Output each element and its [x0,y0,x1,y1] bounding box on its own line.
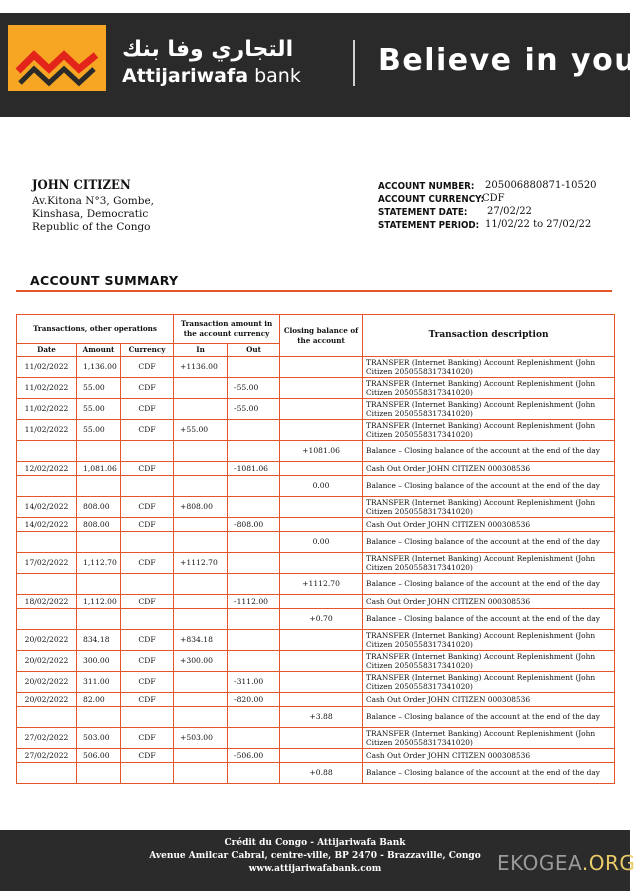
header-out: Out [228,344,280,357]
tx-out: -506.00 [228,749,280,763]
tx-amount: 503.00 [77,728,121,749]
bank-name-rest: bank [248,65,301,87]
table-row [17,420,615,441]
tx-amount [77,707,121,728]
tx-out [228,441,280,462]
table-row [17,357,615,378]
tx-currency: CDF [121,378,174,399]
tx-out: -1112.00 [228,595,280,609]
tx-in: +503.00 [174,728,228,749]
tx-in [174,378,228,399]
account-currency: CDF [482,193,505,204]
bank-name-arabic: التجاري وفا بنك [122,37,294,62]
tx-in [174,595,228,609]
tx-amount: 311.00 [77,672,121,693]
customer-address-line-1: Av.Kitona N°3, Gombe, [32,195,155,207]
tx-amount [77,574,121,595]
tx-date: 12/02/2022 [17,462,77,476]
tx-description: TRANSFER (Internet Banking) Account Replenishment (John Citizen 2050558317341020) [363,672,615,693]
tx-out [228,609,280,630]
account-currency-label: ACCOUNT CURRENCY: [378,194,485,205]
table-row [17,609,615,630]
tx-currency [121,441,174,462]
table-row [17,476,615,497]
tx-date: 14/02/2022 [17,518,77,532]
account-number: 205006880871-10520 [485,180,597,191]
bank-name [122,65,301,87]
tx-amount [77,609,121,630]
tx-currency: CDF [121,693,174,707]
statement-date: 27/02/22 [487,206,532,217]
tx-out: -55.00 [228,399,280,420]
tx-in [174,707,228,728]
tx-closing-balance: +0.70 [280,609,363,630]
table-row [17,595,615,609]
summary-divider [16,290,612,292]
tx-amount [77,441,121,462]
tx-out [228,763,280,784]
table-row [17,399,615,420]
account-number-label: ACCOUNT NUMBER: [378,181,475,192]
tx-currency [121,707,174,728]
table-row [17,763,615,784]
table-row [17,672,615,693]
tx-currency [121,574,174,595]
tx-out [228,574,280,595]
tx-in: +808.00 [174,497,228,518]
tx-date: 27/02/2022 [17,749,77,763]
tx-closing-balance [280,595,363,609]
tx-closing-balance [280,728,363,749]
footer-address: Avenue Amilcar Cabral, centre-ville, BP 2470 - Brazzaville, Congo [149,851,481,861]
table-row [17,378,615,399]
tx-currency [121,609,174,630]
tx-amount: 55.00 [77,420,121,441]
table-row [17,441,615,462]
tx-date: 11/02/2022 [17,378,77,399]
tx-in [174,399,228,420]
tx-currency: CDF [121,595,174,609]
bank-logo-icon [8,25,106,91]
tx-currency: CDF [121,497,174,518]
table-row [17,749,615,763]
tx-currency [121,763,174,784]
tx-closing-balance [280,357,363,378]
header-currency: Currency [121,344,174,357]
tx-closing-balance [280,420,363,441]
tx-closing-balance: +1081.06 [280,441,363,462]
tx-closing-balance: 0.00 [280,476,363,497]
tx-in [174,462,228,476]
tx-date [17,441,77,462]
tx-amount: 82.00 [77,693,121,707]
account-summary-title: ACCOUNT SUMMARY [30,273,179,288]
table-row [17,574,615,595]
tx-date: 20/02/2022 [17,672,77,693]
tx-description: TRANSFER (Internet Banking) Account Replenishment (John Citizen 2050558317341020) [363,728,615,749]
tx-date: 14/02/2022 [17,497,77,518]
tx-out [228,553,280,574]
tx-amount [77,532,121,553]
tx-out [228,420,280,441]
tx-amount [77,476,121,497]
tx-amount: 55.00 [77,399,121,420]
table-row [17,630,615,651]
tx-date [17,763,77,784]
transactions-table [16,314,615,784]
tx-amount: 1,136.00 [77,357,121,378]
tx-currency: CDF [121,749,174,763]
tx-description: Balance – Closing balance of the account at the end of the day [363,532,615,553]
tx-date: 11/02/2022 [17,399,77,420]
header-transactions: Transactions, other operations [17,315,174,344]
tx-in [174,693,228,707]
tx-description: Balance – Closing balance of the account at the end of the day [363,763,615,784]
tx-amount: 808.00 [77,518,121,532]
tx-in [174,532,228,553]
tx-date: 20/02/2022 [17,693,77,707]
tx-out [228,728,280,749]
tx-in [174,609,228,630]
tx-description: TRANSFER (Internet Banking) Account Replenishment (John Citizen 2050558317341020) [363,378,615,399]
table-row [17,651,615,672]
statement-date-label: STATEMENT DATE: [378,207,468,218]
header-transaction-amount: Transaction amount in the account currency [174,315,280,344]
footer-website: www.attijariwafabank.com [248,864,382,874]
tx-date: 11/02/2022 [17,420,77,441]
tx-date [17,609,77,630]
tx-in [174,574,228,595]
tx-description: Cash Out Order JOHN CITIZEN 000308536 [363,693,615,707]
tx-closing-balance [280,672,363,693]
tx-in: +55.00 [174,420,228,441]
tx-in [174,763,228,784]
tx-out: -55.00 [228,378,280,399]
tx-out: -808.00 [228,518,280,532]
tx-description: TRANSFER (Internet Banking) Account Replenishment (John Citizen 2050558317341020) [363,630,615,651]
tx-currency: CDF [121,553,174,574]
tx-closing-balance [280,399,363,420]
tx-currency [121,476,174,497]
tx-currency: CDF [121,630,174,651]
tx-closing-balance [280,693,363,707]
tx-date: 18/02/2022 [17,595,77,609]
header-divider [353,40,355,86]
tx-out: -311.00 [228,672,280,693]
table-row [17,497,615,518]
tx-closing-balance [280,378,363,399]
tx-currency: CDF [121,420,174,441]
tx-out [228,532,280,553]
tx-description: Balance – Closing balance of the account at the end of the day [363,476,615,497]
tx-out: -820.00 [228,693,280,707]
tx-currency [121,532,174,553]
bank-name-bold: Attijariwafa [122,65,249,87]
statement-period: 11/02/22 to 27/02/22 [485,219,592,230]
tx-out [228,707,280,728]
tx-date [17,707,77,728]
tx-amount: 506.00 [77,749,121,763]
header-description: Transaction description [363,315,615,357]
tx-description: TRANSFER (Internet Banking) Account Replenishment (John Citizen 2050558317341020) [363,399,615,420]
footer-bank: Crédit du Congo - Attijariwafa Bank [224,838,406,848]
tx-date: 27/02/2022 [17,728,77,749]
tx-closing-balance [280,651,363,672]
tx-description: Cash Out Order JOHN CITIZEN 000308536 [363,462,615,476]
tx-description: Balance – Closing balance of the account at the end of the day [363,441,615,462]
tx-out [228,357,280,378]
tx-currency: CDF [121,728,174,749]
tx-amount [77,763,121,784]
tx-amount: 834.18 [77,630,121,651]
tx-description: Cash Out Order JOHN CITIZEN 000308536 [363,595,615,609]
watermark-part-1: EKOGEA [497,851,582,875]
tx-description: Balance – Closing balance of the account at the end of the day [363,707,615,728]
tx-in [174,476,228,497]
tx-date [17,574,77,595]
transactions-body [17,357,615,784]
tx-closing-balance [280,462,363,476]
tx-date: 20/02/2022 [17,630,77,651]
tx-description: TRANSFER (Internet Banking) Account Replenishment (John Citizen 2050558317341020) [363,357,615,378]
page-header [0,13,637,117]
tx-date: 20/02/2022 [17,651,77,672]
tx-currency: CDF [121,672,174,693]
tx-date: 11/02/2022 [17,357,77,378]
tx-closing-balance [280,630,363,651]
tx-date [17,532,77,553]
table-row [17,707,615,728]
tx-closing-balance: +3.88 [280,707,363,728]
tx-date: 17/02/2022 [17,553,77,574]
table-row [17,462,615,476]
tx-amount: 55.00 [77,378,121,399]
tx-amount: 1,112.00 [77,595,121,609]
tx-closing-balance [280,749,363,763]
tx-closing-balance: +0.88 [280,763,363,784]
tx-description: Cash Out Order JOHN CITIZEN 000308536 [363,518,615,532]
header-closing-balance: Closing balance of the account [280,315,363,357]
watermark [497,851,635,875]
tx-in [174,441,228,462]
tx-in: +1112.70 [174,553,228,574]
customer-address-line-2: Kinshasa, Democratic [32,208,149,220]
tx-out [228,476,280,497]
tx-currency: CDF [121,518,174,532]
tx-closing-balance: +1112.70 [280,574,363,595]
tx-description: Cash Out Order JOHN CITIZEN 000308536 [363,749,615,763]
table-row [17,693,615,707]
tx-out [228,497,280,518]
statement-period-label: STATEMENT PERIOD: [378,220,480,231]
tagline: Believe in you [378,43,637,78]
tx-description: Balance – Closing balance of the account at the end of the day [363,574,615,595]
tx-closing-balance [280,518,363,532]
tx-in: +300.00 [174,651,228,672]
header-amount: Amount [77,344,121,357]
tx-closing-balance: 0.00 [280,532,363,553]
table-row [17,553,615,574]
table-row [17,532,615,553]
tx-description: TRANSFER (Internet Banking) Account Replenishment (John Citizen 2050558317341020) [363,553,615,574]
tx-amount: 1,081.06 [77,462,121,476]
tx-in: +1136.00 [174,357,228,378]
table-row [17,728,615,749]
tx-description: Balance – Closing balance of the account at the end of the day [363,609,615,630]
header-date: Date [17,344,77,357]
tx-in [174,672,228,693]
header-in: In [174,344,228,357]
customer-name: JOHN CITIZEN [32,178,131,193]
tx-closing-balance [280,553,363,574]
customer-address-line-3: Republic of the Congo [32,221,151,233]
tx-currency: CDF [121,357,174,378]
tx-amount: 1,112.70 [77,553,121,574]
tx-in: +834.18 [174,630,228,651]
watermark-part-2: .ORG [581,851,636,875]
tx-amount: 808.00 [77,497,121,518]
tx-out [228,630,280,651]
tx-amount: 300.00 [77,651,121,672]
tx-description: TRANSFER (Internet Banking) Account Replenishment (John Citizen 2050558317341020) [363,651,615,672]
table-row [17,518,615,532]
tx-currency: CDF [121,462,174,476]
tx-currency: CDF [121,651,174,672]
tx-out: -1081.06 [228,462,280,476]
tx-description: TRANSFER (Internet Banking) Account Replenishment (John Citizen 2050558317341020) [363,420,615,441]
tx-date [17,476,77,497]
tx-description: TRANSFER (Internet Banking) Account Replenishment (John Citizen 2050558317341020) [363,497,615,518]
tx-out [228,651,280,672]
tx-closing-balance [280,497,363,518]
tx-currency: CDF [121,399,174,420]
tx-in [174,518,228,532]
tx-in [174,749,228,763]
